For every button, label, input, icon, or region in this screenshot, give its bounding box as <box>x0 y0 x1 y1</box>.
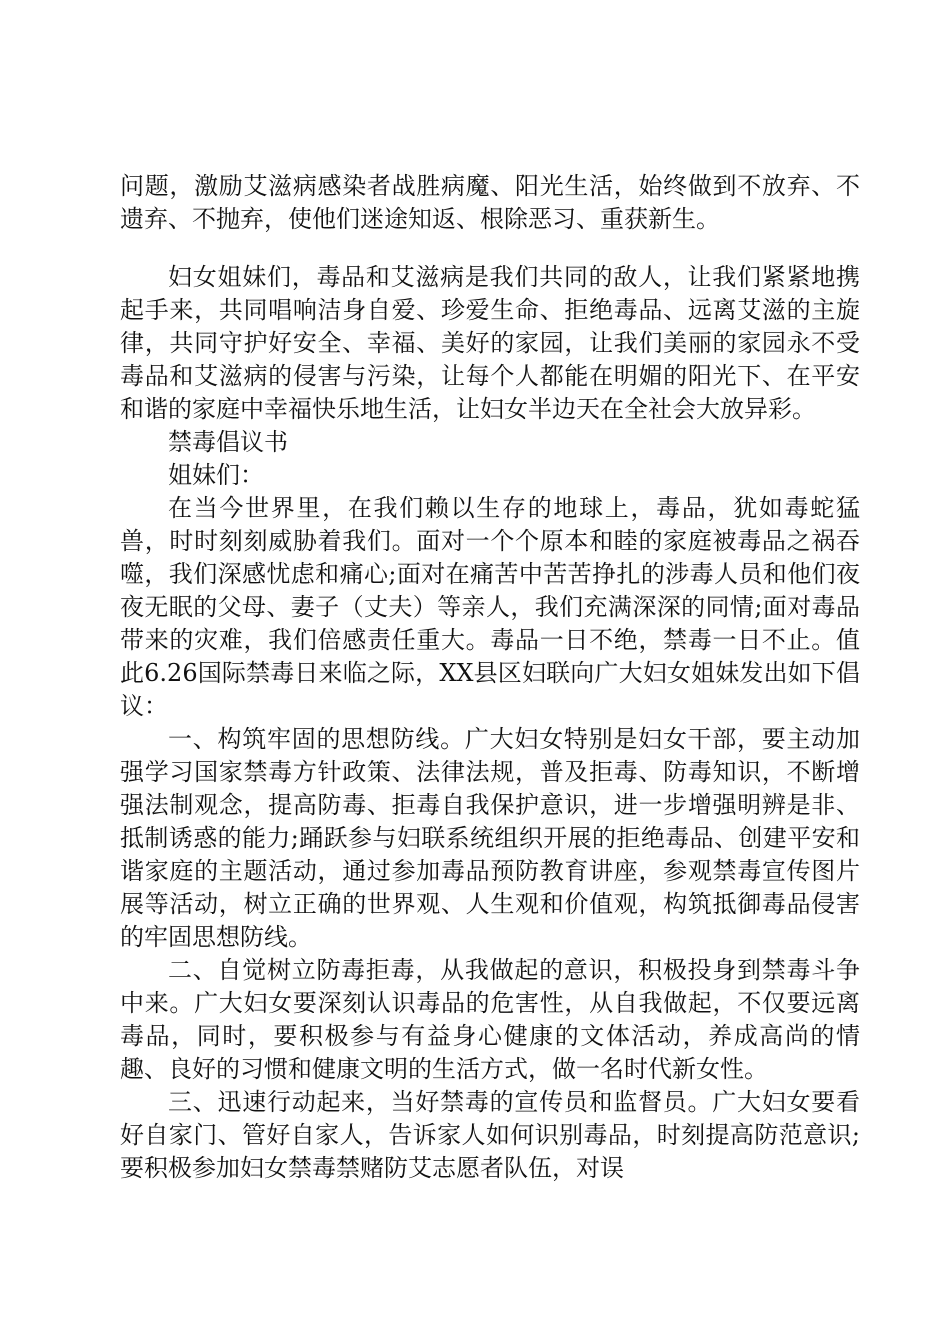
paragraph-appeal: 妇女姐妹们，毒品和艾滋病是我们共同的敌人，让我们紧紧地携起手来，共同唱响洁身自爱、珍爱生命、拒绝毒品、远离艾滋的主旋律，共同守护好安全、幸福、美好的家园，让我们美丽的家园永不受毒品和艾滋病的侵害与污染，让每个人都能在明媚的阳光下、在平安和谐的家庭中幸福快乐地生活，让妇女半边天在全社会大放异彩。 <box>120 263 860 423</box>
paragraph-item-2: 二、自觉树立防毒拒毒，从我做起的意识，积极投身到禁毒斗争中来。广大妇女要深刻认识毒品的危害性，从自我做起，不仅要远离毒品，同时，要积极参与有益身心健康的文体活动，养成高尚的情趣、良好的习惯和健康文明的生活方式，做一名时代新女性。 <box>120 956 860 1083</box>
paragraph-continuation: 问题，激励艾滋病感染者战胜病魔、阳光生活，始终做到不放弃、不遗弃、不抛弃，使他们迷途知返、根除恶习、重获新生。 <box>120 172 860 233</box>
paragraph-item-3: 三、迅速行动起来，当好禁毒的宣传员和监督员。广大妇女要看好自家门、管好自家人，告诉家人如何识别毒品，时刻提高防范意识;要积极参加妇女禁毒禁赌防艾志愿者队伍，对误 <box>120 1088 860 1182</box>
salutation: 姐妹们： <box>168 461 264 489</box>
paragraph-intro: 在当今世界里，在我们赖以生存的地球上，毒品，犹如毒蛇猛兽，时时刻刻威胁着我们。面对一个个原本和睦的家庭被毒品之祸吞噬，我们深感忧虑和痛心;面对在痛苦中苦苦挣扎的涉毒人员和他们夜夜无眠的父母、妻子（丈夫）等亲人，我们充满深深的同情;面对毒品带来的灾难，我们倍感责任重大。毒品一日不绝，禁毒一日不止。值此6.26国际禁毒日来临之际，XX县区妇联向广大妇女姐妹发出如下倡议： <box>120 494 860 720</box>
paragraph-item-1: 一、构筑牢固的思想防线。广大妇女特别是妇女干部，要主动加强学习国家禁毒方针政策、法律法规，普及拒毒、防毒知识，不断增强法制观念，提高防毒、拒毒自我保护意识，进一步增强明辨是非、抵制诱惑的能力;踊跃参与妇联系统组织开展的拒绝毒品、创建平安和谐家庭的主题活动，通过参加毒品预防教育讲座，参观禁毒宣传图片展等活动，树立正确的世界观、人生观和价值观，构筑抵御毒品侵害的牢固思想防线。 <box>120 725 860 951</box>
section-title: 禁毒倡议书 <box>168 428 288 456</box>
document-page <box>120 170 860 1185</box>
